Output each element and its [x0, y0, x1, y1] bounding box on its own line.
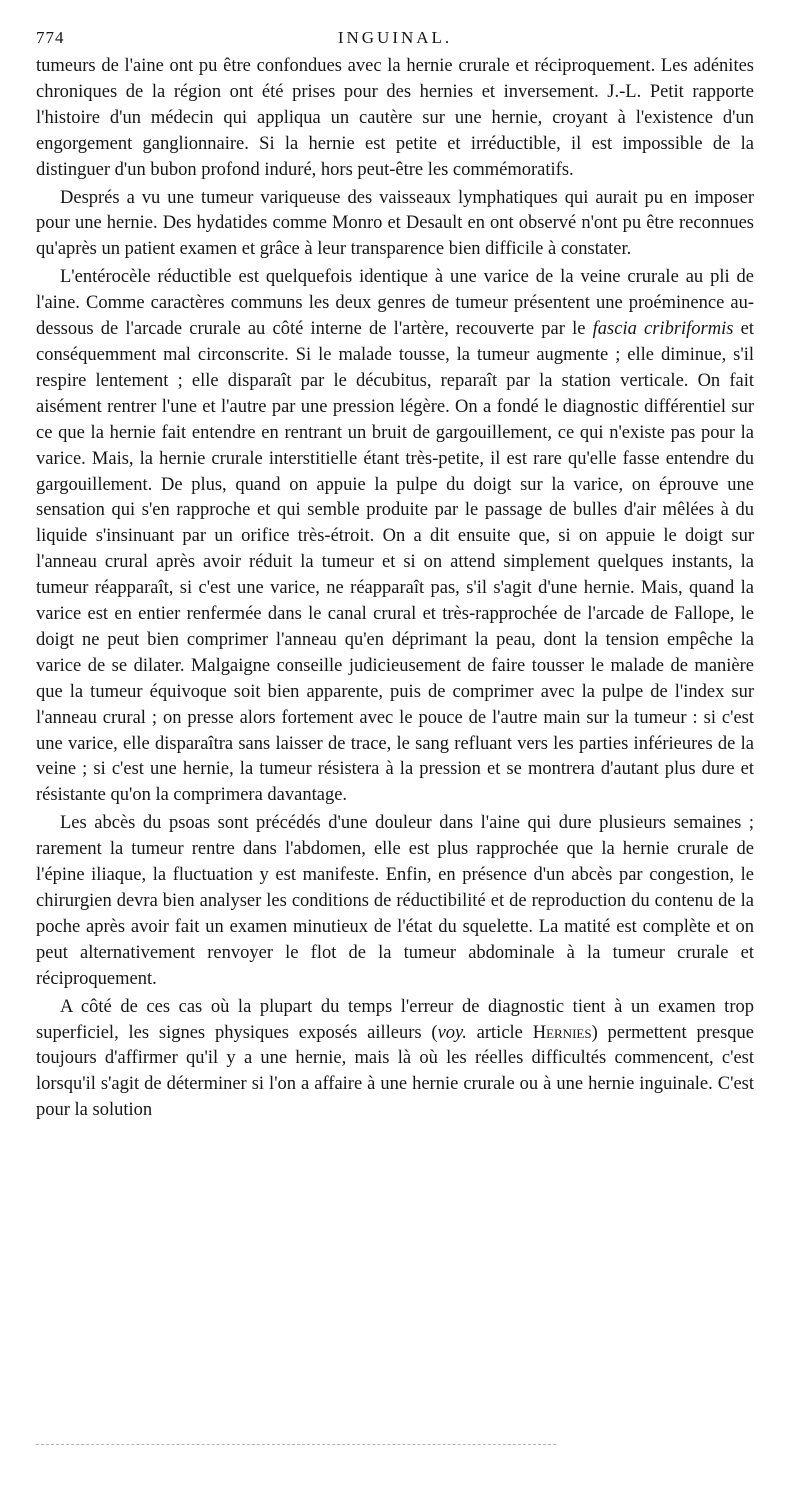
paragraph-diagnostic-difficulty — [36, 995, 754, 1125]
paragraph-text: Després a vu une tumeur variqueuse des vaisseaux lymphatiques qui aurait pu en imposer pour une hernie. Des hydatides comme Monro et Desault en ont observé n'ont pu être reconnues qu'après un patient examen et grâce à leur transparence bien difficile à constater. — [36, 187, 754, 260]
paragraph-continued — [36, 54, 754, 184]
paragraph-text: article — [466, 1022, 533, 1043]
paragraph-psoas-abscess — [36, 811, 754, 992]
paragraph-enterocele-varice — [36, 265, 754, 809]
document-page — [36, 26, 754, 1124]
page-number: 774 — [36, 28, 65, 47]
paragraph-text: et conséquemment mal circonscrite. Si le malade tousse, la tumeur augmente ; elle diminue, s'il respire lentement ; elle disparaît par le décubitus, reparaît par la station verticale. On fait aisément rentrer l'une et l'autre par une pression légère. On a fondé le diagnostic différentiel sur ce que la hernie fait entendre en rentrant un bruit de gargouillement, ce qui n'existe pas pour la varice. Mais, la hernie crurale interstitielle étant très-petite, il est rare qu'elle fasse entendre du gargouillement. De plus, quand on appuie la pulpe du doigt sur la varice, on éprouve une sensation qui s'en rapproche et qui semble produite par le passage de bulles d'air mêlées à du liquide s'insinuant par un orifice très-étroit. On a dit ensuite que, si on appuie le doigt sur l'anneau crural après avoir réduit la tumeur et si on attend simplement quelques instants, la tumeur réapparaît, si c'est une varice, ne réapparaît pas, s'il s'agit d'une hernie. Mais, quand la varice est en entier renfermée dans le canal crural et très-rapprochée de l'arcade de Fallope, le doigt ne peut bien comprimer l'anneau qu'en déprimant la peau, dont la tension empêche la varice de se dilater. Malgaigne conseille judicieusement de faire tousser le malade de manière que la tumeur équivoque soit bien apparente, puis de comprimer avec la pulpe de l'index sur l'anneau crural ; on presse alors fortement avec le pouce de l'autre main sur la tumeur : si c'est une varice, elle disparaîtra sans laisser de trace, le sang refluant vers les parties inférieures de la veine ; si c'est une hernie, la tumeur résistera à la pression et se montrera d'autant plus dure et résistante qu'on la comprimera davantage. — [36, 319, 754, 806]
paragraph-text: A côté de ces cas où la plupart du temps l'erreur de diagnostic tient à un examen trop superficiel, les signes physiques exposés ailleurs ( — [36, 996, 754, 1043]
italic-term: voy. — [437, 1022, 467, 1043]
paragraph-text: L'entérocèle réductible est quelquefois identique à une varice de la veine crurale au pli de l'aine. Comme caractères communs les deux genres de tumeur présentent une proéminence au-dessous de l'arcade crurale au côté interne de l'artère, recouverte par le — [36, 267, 754, 340]
cross-reference: Hernies — [532, 1022, 592, 1043]
page-header — [36, 26, 754, 54]
italic-term: fascia cribriformis — [592, 319, 734, 340]
paragraph-text: tumeurs de l'aine ont pu être confondues avec la hernie crurale et réciproquement. Les adénites chroniques de la région ont été prises pour des hernies et inversement. J.-L. Petit rapporte l'histoire d'un médecin qui appliqua un cautère sur une hernie, croyant à l'existence d'un engorgement ganglionnaire. Si la hernie est petite et irréductible, il est impossible de la distinguer d'un bubon profond induré, hors peut-être les commémoratifs. — [36, 56, 754, 180]
paragraph-text: Les abcès du psoas sont précédés d'une douleur dans l'aine qui dure plusieurs semaines ; rarement la tumeur rentre dans l'abdomen, elle est plus rapprochée que la hernie crurale de l'épine iliaque, la fluctuation y est manifeste. Enfin, en présence d'un abcès par congestion, le chirurgien devra bien analyser les conditions de réductibilité et de reproduction du contenu de la poche après avoir fait un examen minutieux de l'état du squelette. La matité est complète et on peut alternativement renvoyer le flot de la tumeur abdominale à la tumeur crurale et réciproquement. — [36, 813, 754, 989]
footer-rule — [36, 1444, 556, 1447]
paragraph-lymphatic-varix — [36, 186, 754, 264]
running-title: INGUINAL. — [337, 28, 453, 47]
paragraph-text: ) permettent presque toujours d'affirmer qu'il y a une hernie, mais là où les réelles difficultés commencent, c'est lorsqu'il s'agit de déterminer si l'on a affaire à une hernie crurale ou à une hernie inguinale. C'est pour la solution — [36, 1022, 755, 1121]
